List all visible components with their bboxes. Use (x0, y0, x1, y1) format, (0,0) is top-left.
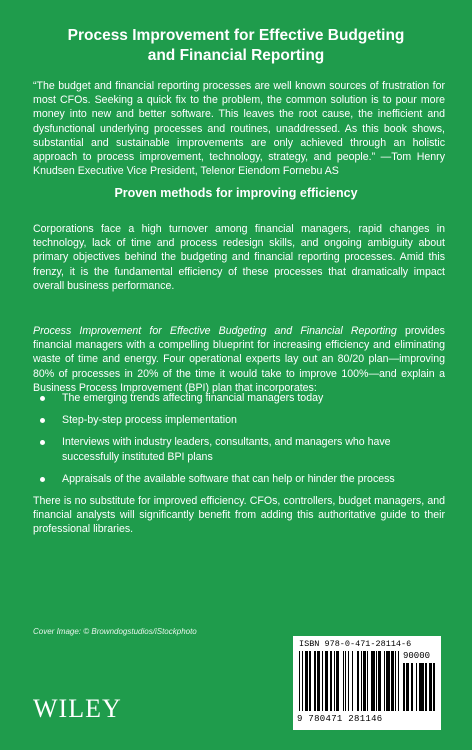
book-title-italic: Process Improvement for Effective Budgeting and Financial Reporting (33, 325, 397, 337)
ean-barcode-bars (299, 651, 399, 711)
endorsement-quote: “The budget and financial reporting processes are well known sources of frustration for most CFOs. Seeking a quick fix to the problem, the common solution is to pour more money into new and better software. This leaves the root cause, the inefficient and dysfunctional underlying processes and routines, unaddressed. As this book shows, substantial and sustainable improvements are only achieved through an holistic approach to process improvement, technology, strategy, and people.” —Tom Henry Knudsen Executive Vice President, Telenor Eiendom Fornebu AS (33, 80, 445, 178)
wiley-logo: WILEY (33, 694, 122, 723)
cover-image-credit: Cover Image: © Browndogstudios/iStockphoto (33, 627, 197, 636)
bullet-icon (40, 440, 45, 445)
section-heading: Proven methods for improving efficiency (114, 186, 358, 200)
feature-text: Interviews with industry leaders, consultants, and managers who have successfully instituted BPI plans (62, 436, 391, 463)
isbn-label: ISBN 978-0-471-28114-6 (299, 639, 412, 649)
feature-text: Appraisals of the available software that can help or hinder the process (62, 472, 395, 485)
book-title-line2: and Financial Reporting (147, 47, 325, 64)
bullet-icon (40, 477, 45, 482)
feature-text: The emerging trends affecting financial managers today (62, 392, 324, 404)
feature-list (40, 391, 445, 494)
feature-list-item (40, 391, 445, 405)
description-paragraph-2-text: provides financial managers with a compelling blueprint for increasing efficiency and eliminating waste of time and energy. Four operational experts lay out an 80/20 plan—improving 80% of processes in 20% of the time it would take to improve 100%—and explain a Business Process Improvement (BPI) plan that incorporates: (33, 325, 445, 394)
bullet-icon (40, 396, 45, 401)
book-title (20, 26, 452, 66)
price-code: 90000 (403, 651, 431, 661)
barcode-bar (398, 651, 399, 711)
description-paragraph-2 (33, 324, 445, 395)
book-title-line1: Process Improvement for Effective Budgeting (67, 27, 405, 44)
feature-list-item (40, 435, 445, 463)
barcode-bar (433, 663, 435, 711)
barcode (293, 636, 441, 730)
ean-number: 9 780471 281146 (297, 714, 383, 724)
description-paragraph-3: There is no substitute for improved efficiency. CFOs, controllers, budget managers, and financial analysts will significantly benefit from adding this authoritative guide to their professional libraries. (33, 495, 445, 536)
description-paragraph-1: Corporations face a high turnover among financial managers, rapid changes in technology, lack of time and process redesign skills, and ongoing ambiguity about primary objectives behind the budgeting and financial reporting processes. Amid this frenzy, it is the fundamental efficiency of these processes that dramatically impact overall business performance. (33, 223, 445, 292)
bullet-icon (40, 418, 45, 423)
feature-list-item (40, 413, 445, 427)
price-barcode-bars (403, 663, 435, 711)
feature-text: Step-by-step process implementation (62, 414, 237, 427)
feature-list-item (40, 472, 445, 486)
